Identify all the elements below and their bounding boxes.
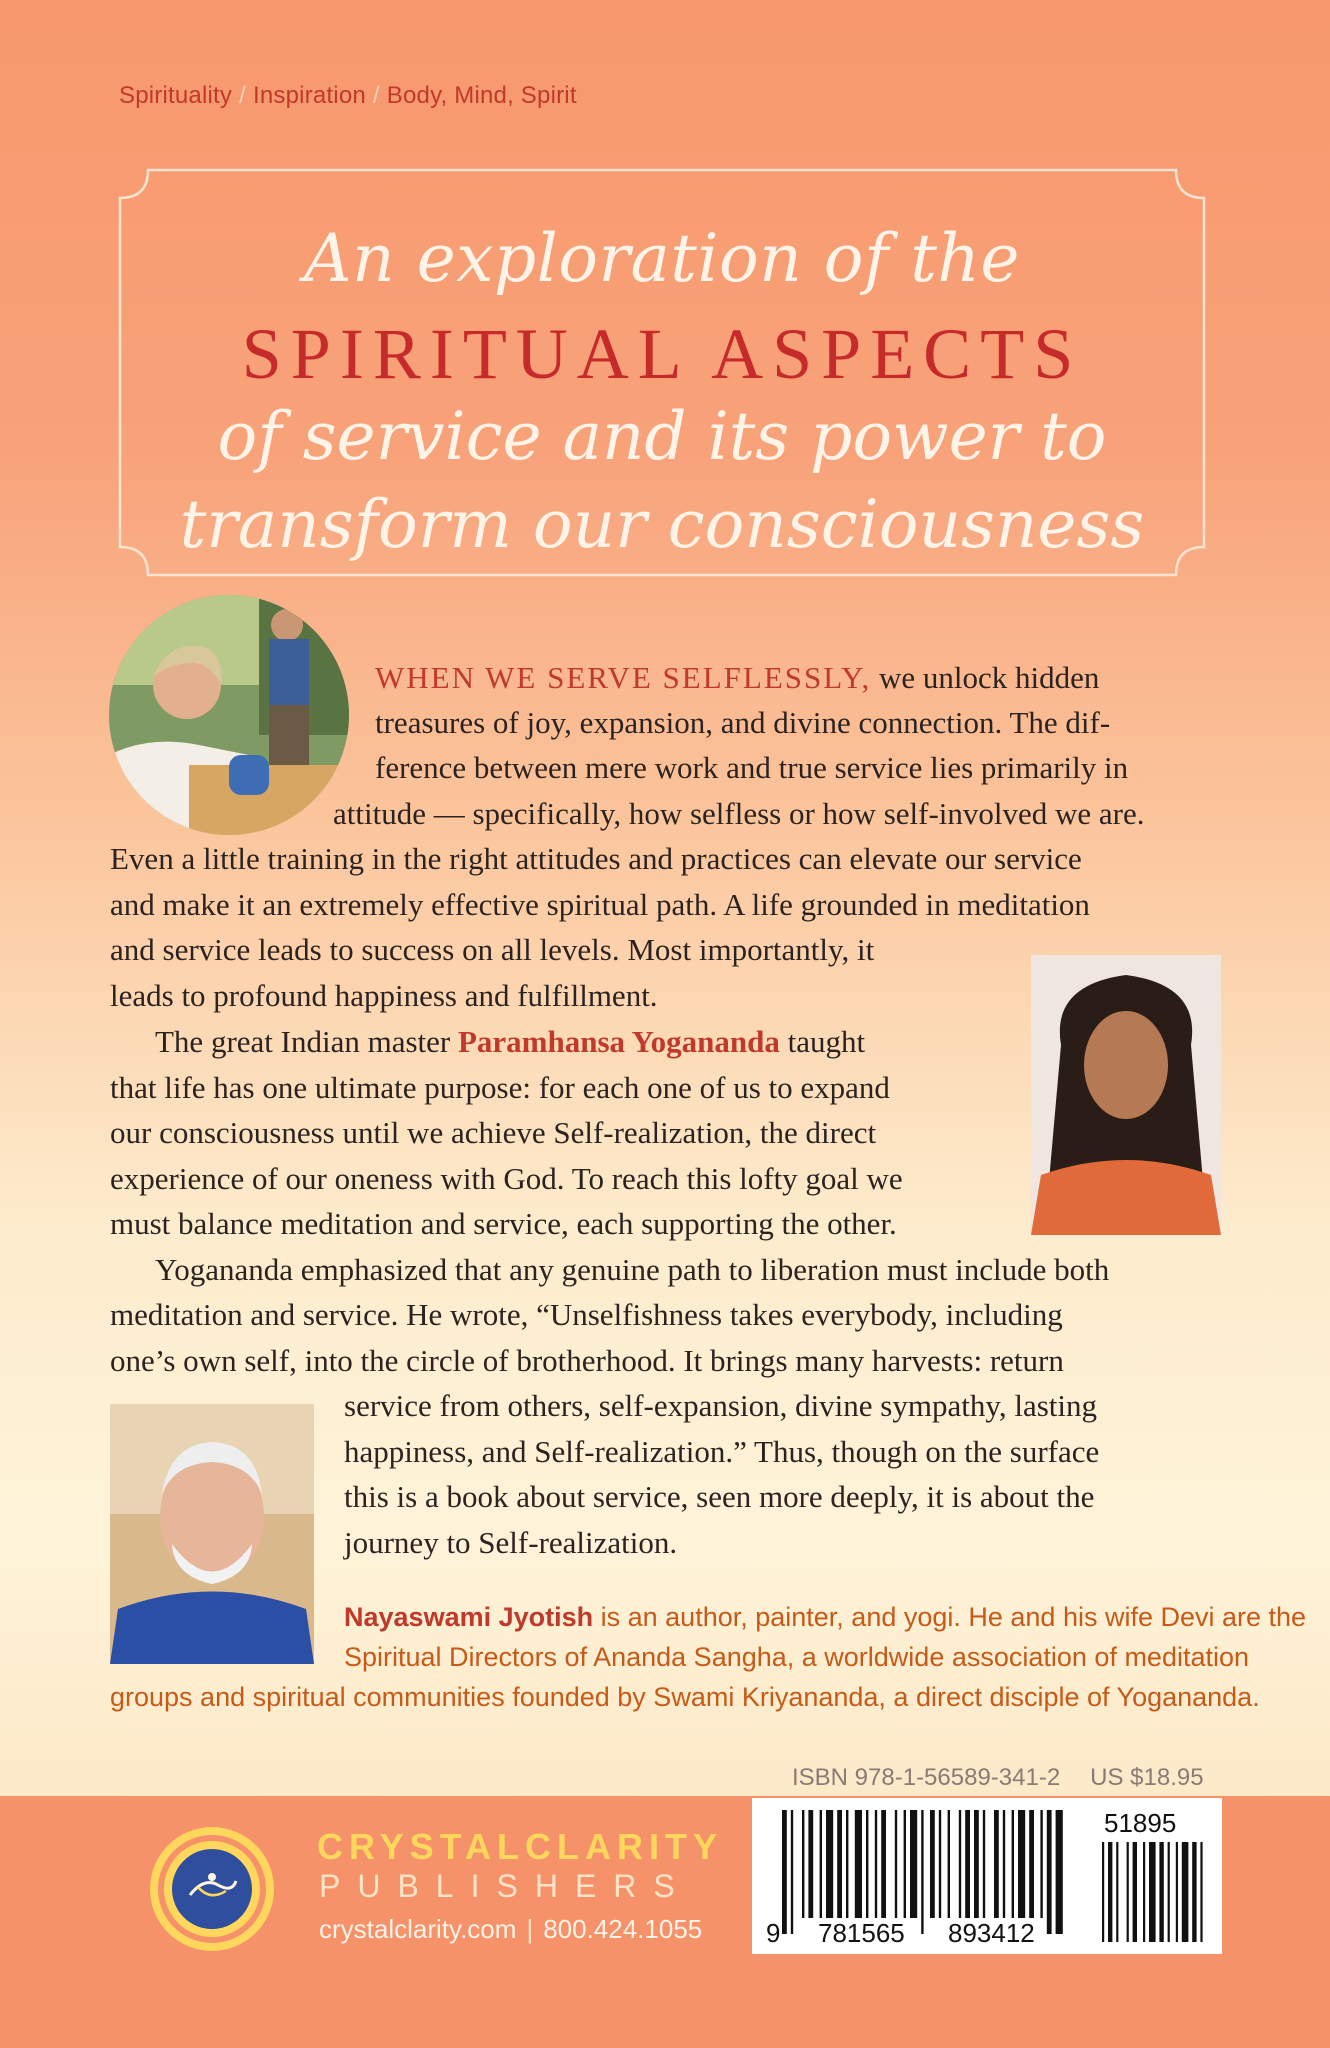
- para1-line-1: [375, 660, 1099, 696]
- para1-line-2: treasures of joy, expansion, and divine connection. The dif-: [375, 705, 1111, 740]
- para1-line-8: leads to profound happiness and fulfillment.: [110, 978, 658, 1013]
- para3-line-5: happiness, and Self-realization.” Thus, though on the surface: [344, 1434, 1100, 1469]
- barcode-bar: [826, 1810, 833, 1918]
- barcode-addon-bar: [1127, 1842, 1129, 1942]
- para3-line-6: this is a book about service, seen more deeply, it is about the: [344, 1479, 1095, 1514]
- barcode-bar: [782, 1810, 787, 1934]
- tagline-line-3: of service and its power to: [217, 398, 1107, 475]
- barcode-addon-bar: [1116, 1842, 1118, 1942]
- publisher-name: [317, 1826, 723, 1868]
- bio-line1-rest: is an author, painter, and yogi. He and his wife Devi are the: [593, 1602, 1307, 1632]
- barcode-bar: [939, 1810, 941, 1918]
- barcode-bar: [948, 1810, 950, 1918]
- barcode-bar: [802, 1810, 804, 1918]
- barcode-bar: [1047, 1810, 1052, 1934]
- publisher-subtitle: PUBLISHERS: [319, 1868, 692, 1904]
- barcode-bar: [1012, 1810, 1014, 1918]
- barcode-bar: [930, 1810, 935, 1918]
- barcode-bar: [959, 1810, 961, 1918]
- crystal-clarity-logo-icon: [148, 1825, 276, 1953]
- volunteer-photo: [109, 595, 349, 835]
- para2-line-1: [155, 1024, 865, 1060]
- barcode-addon-bar: [1159, 1842, 1163, 1942]
- barcode-addon-digits: 51895: [1104, 1808, 1177, 1838]
- author-photo: [110, 1404, 314, 1664]
- bio-line-2: Spiritual Directors of Ananda Sangha, a worldwide association of meditation: [344, 1642, 1250, 1672]
- tagline-line-4: transform our consciousness: [179, 486, 1145, 563]
- barcode-bar: [974, 1810, 979, 1918]
- price-text: US $18.95: [1090, 1764, 1204, 1791]
- category-inspiration: Inspiration: [252, 82, 366, 109]
- category-breadcrumb: [119, 82, 577, 110]
- para3-line-4: service from others, self-expansion, divine sympathy, lasting: [344, 1388, 1098, 1423]
- category-spirituality: Spirituality: [119, 82, 233, 109]
- publisher-contact: [319, 1914, 702, 1945]
- tagline-headline: SPIRITUAL ASPECTS: [241, 314, 1083, 394]
- barcode-bar: [965, 1810, 970, 1918]
- publisher-name-crystal: CRYSTAL: [317, 1826, 525, 1867]
- para1-line-6: and make it an extremely effective spiritual path. A life grounded in meditation: [110, 887, 1090, 922]
- barcode-bar: [855, 1810, 862, 1918]
- para2-pre: The great Indian master: [155, 1024, 458, 1059]
- para1-line-3: ference between mere work and true service lies primarily in: [375, 750, 1129, 785]
- barcode-bar: [881, 1810, 886, 1918]
- tagline-line-1: An exploration of the: [303, 220, 1020, 297]
- barcode-group-1: 781565: [818, 1918, 905, 1948]
- category-separator: /: [239, 82, 246, 109]
- barcode-addon-bar: [1149, 1842, 1156, 1942]
- author-name: Nayaswami Jyotish: [344, 1602, 594, 1632]
- barcode-first-digit: 9: [766, 1918, 781, 1948]
- barcode-addon-bar: [1200, 1842, 1202, 1942]
- barcode-bar: [808, 1810, 813, 1918]
- barcode-addon-bar: [1182, 1842, 1189, 1942]
- barcode-bar: [875, 1810, 877, 1918]
- barcode-bar: [921, 1810, 923, 1934]
- barcode-bar: [1003, 1810, 1005, 1918]
- isbn-price: [792, 1764, 1204, 1792]
- barcode-addon-bar: [1143, 1842, 1145, 1942]
- para2-line-3: our consciousness until we achieve Self-realization, the direct: [110, 1115, 877, 1150]
- para3-line-2: meditation and service. He wrote, “Unselfishness takes everybody, including: [110, 1297, 1063, 1332]
- barcode-bar: [1018, 1810, 1025, 1918]
- barcode-bar: [910, 1810, 917, 1918]
- para2-line-4: experience of our oneness with God. To reach this lofty goal we: [110, 1161, 903, 1196]
- barcode-graphic: [752, 1798, 1222, 1954]
- category-separator: /: [372, 82, 380, 109]
- barcode-bar: [983, 1810, 985, 1918]
- barcode-bar: [1056, 1810, 1063, 1934]
- para3-line-7: journey to Self-realization.: [344, 1525, 678, 1560]
- barcode-bar: [791, 1810, 793, 1934]
- barcode-bar: [994, 1810, 999, 1918]
- barcode-bar: [820, 1810, 822, 1918]
- bio-line-3: groups and spiritual communities founded by Swami Kriyananda, a direct disciple of Yogananda.: [110, 1682, 1260, 1712]
- barcode: [752, 1798, 1222, 1954]
- barcode-addon-bar: [1133, 1842, 1137, 1942]
- para1-line-4: attitude — specifically, how selfless or how self-involved we are.: [333, 796, 1145, 831]
- barcode-addon-bar: [1192, 1842, 1196, 1942]
- barcode-addon-bar: [1102, 1842, 1104, 1942]
- barcode-bar: [895, 1810, 897, 1918]
- para3-line-3: one’s own self, into the circle of brotherhood. It brings many harvests: return: [110, 1343, 1064, 1378]
- barcode-bar: [1029, 1810, 1034, 1918]
- barcode-bar: [846, 1810, 848, 1918]
- para3-line-1: Yogananda emphasized that any genuine path to liberation must include both: [155, 1252, 1110, 1287]
- para1-line1-rest: we unlock hidden: [871, 660, 1100, 695]
- bio-line-1: [344, 1597, 1306, 1637]
- para1-lead: WHEN WE SERVE SELFLESSLY,: [375, 660, 872, 695]
- publisher-website-link[interactable]: crystalclarity.com: [319, 1914, 517, 1944]
- para2-line1-post: taught: [779, 1024, 866, 1059]
- barcode-bar: [904, 1810, 906, 1918]
- para2-line-5: must balance meditation and service, each supporting the other.: [110, 1206, 897, 1241]
- barcode-addon-bar: [1108, 1842, 1112, 1942]
- publisher-phone: 800.424.1055: [543, 1914, 703, 1944]
- barcode-bar: [866, 1810, 868, 1918]
- category-body-mind-spirit: Body, Mind, Spirit: [386, 82, 577, 109]
- para1-line-5: Even a little training in the right attitudes and practices can elevate our service: [110, 841, 1082, 876]
- barcode-bar: [1040, 1810, 1042, 1918]
- barcode-bar: [837, 1810, 842, 1918]
- barcode-addon-bar: [1176, 1842, 1178, 1942]
- yogananda-name: Paramhansa Yogananda: [457, 1024, 780, 1059]
- barcode-addon-bar: [1168, 1842, 1170, 1942]
- tagline-frame: [118, 168, 1206, 577]
- publisher-name-clarity: CLARITY: [525, 1826, 723, 1867]
- yogananda-portrait: [1031, 955, 1221, 1235]
- isbn-text: ISBN 978-1-56589-341-2: [792, 1764, 1061, 1791]
- para1-line-7: and service leads to success on all levels. Most importantly, it: [110, 932, 875, 967]
- para2-line-2: that life has one ultimate purpose: for each one of us to expand: [110, 1070, 890, 1105]
- barcode-group-2: 893412: [948, 1918, 1035, 1948]
- contact-divider: |: [526, 1914, 534, 1944]
